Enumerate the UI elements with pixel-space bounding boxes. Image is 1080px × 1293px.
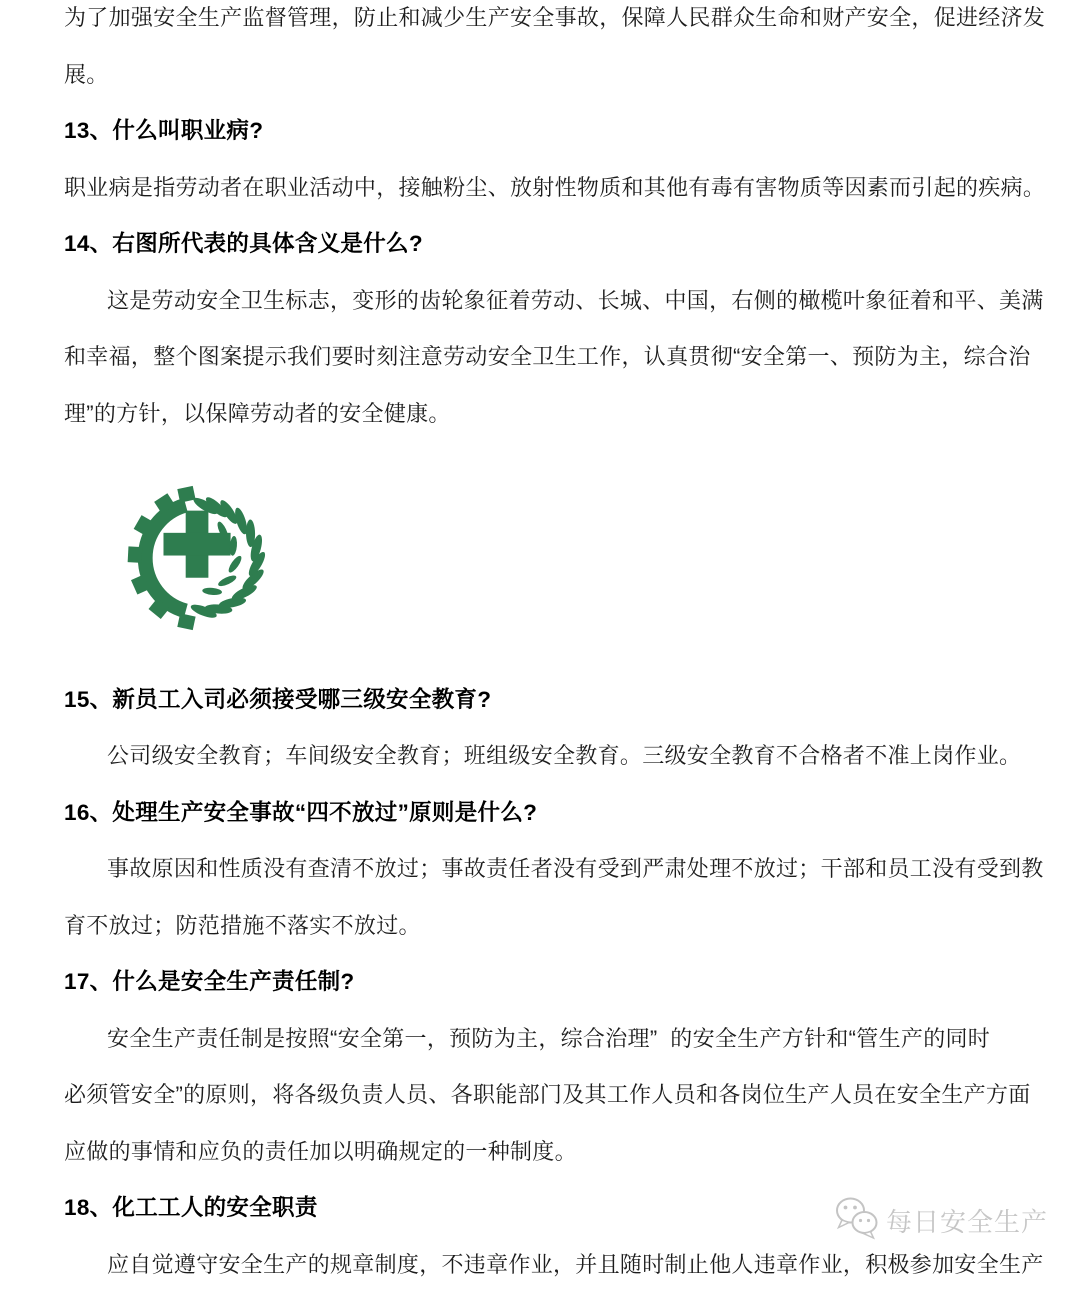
question-17-heading: 17、什么是安全生产责任制? <box>64 954 1046 1011</box>
question-13-heading: 13、什么叫职业病? <box>64 103 1046 160</box>
question-13-answer-line: 职业病是指劳动者在职业活动中，接触粉尘、放射性物质和其他有毒有害物质等因素而引起的疾病。 <box>64 160 1046 217</box>
question-15-heading: 15、新员工入司必须接受哪三级安全教育? <box>64 672 1046 729</box>
question-15-answer-line: 公司级安全教育；车间级安全教育；班组级安全教育。三级安全教育不合格者不准上岗作业。 <box>64 728 1046 785</box>
question-17-answer-line: 应做的事情和应负的责任加以明确规定的一种制度。 <box>64 1124 1046 1181</box>
labor-safety-health-logo <box>123 483 277 633</box>
question-14-answer-line: 理”的方针，以保障劳动者的安全健康。 <box>64 386 1046 443</box>
question-14-answer-line: 和幸福，整个图案提示我们要时刻注意劳动安全卫生工作，认真贯彻“安全第一、预防为主，综合治 <box>64 329 1046 386</box>
watermark-text: 每日安全生产 <box>886 1202 1048 1239</box>
question-14-heading: 14、右图所代表的具体含义是什么? <box>64 216 1046 273</box>
intro-paragraph-line: 展。 <box>64 47 1046 104</box>
question-17-answer-line: 必须管安全”的原则，将各级负责人员、各职能部门及其工作人员和各岗位生产人员在安全生产方面 <box>64 1067 1046 1124</box>
question-16-answer-line: 事故原因和性质没有查清不放过；事故责任者没有受到严肃处理不放过；干部和员工没有受到教 <box>64 841 1046 898</box>
question-18-answer-line: 应自觉遵守安全生产的规章制度，不违章作业，并且随时制止他人违章作业，积极参加安全生产 <box>64 1237 1046 1293</box>
intro-paragraph-line: 为了加强安全生产监督管理，防止和减少生产安全事故，保障人民群众生命和财产安全，促进经济发 <box>64 0 1046 47</box>
question-17-answer-line: 安全生产责任制是按照“安全第一，预防为主，综合治理” 的安全生产方针和“管生产的同时 <box>64 1011 1046 1068</box>
question-14-answer-line: 这是劳动安全卫生标志，变形的齿轮象征着劳动、长城、中国，右侧的橄榄叶象征着和平、美满 <box>64 273 1046 330</box>
wechat-icon <box>833 1194 881 1247</box>
watermark <box>833 1196 1048 1244</box>
question-16-heading: 16、处理生产安全事故“四不放过”原则是什么? <box>64 785 1046 842</box>
question-18-heading: 18、化工工人的安全职责 <box>64 1180 1046 1237</box>
question-16-answer-line: 育不放过；防范措施不落实不放过。 <box>64 898 1046 955</box>
